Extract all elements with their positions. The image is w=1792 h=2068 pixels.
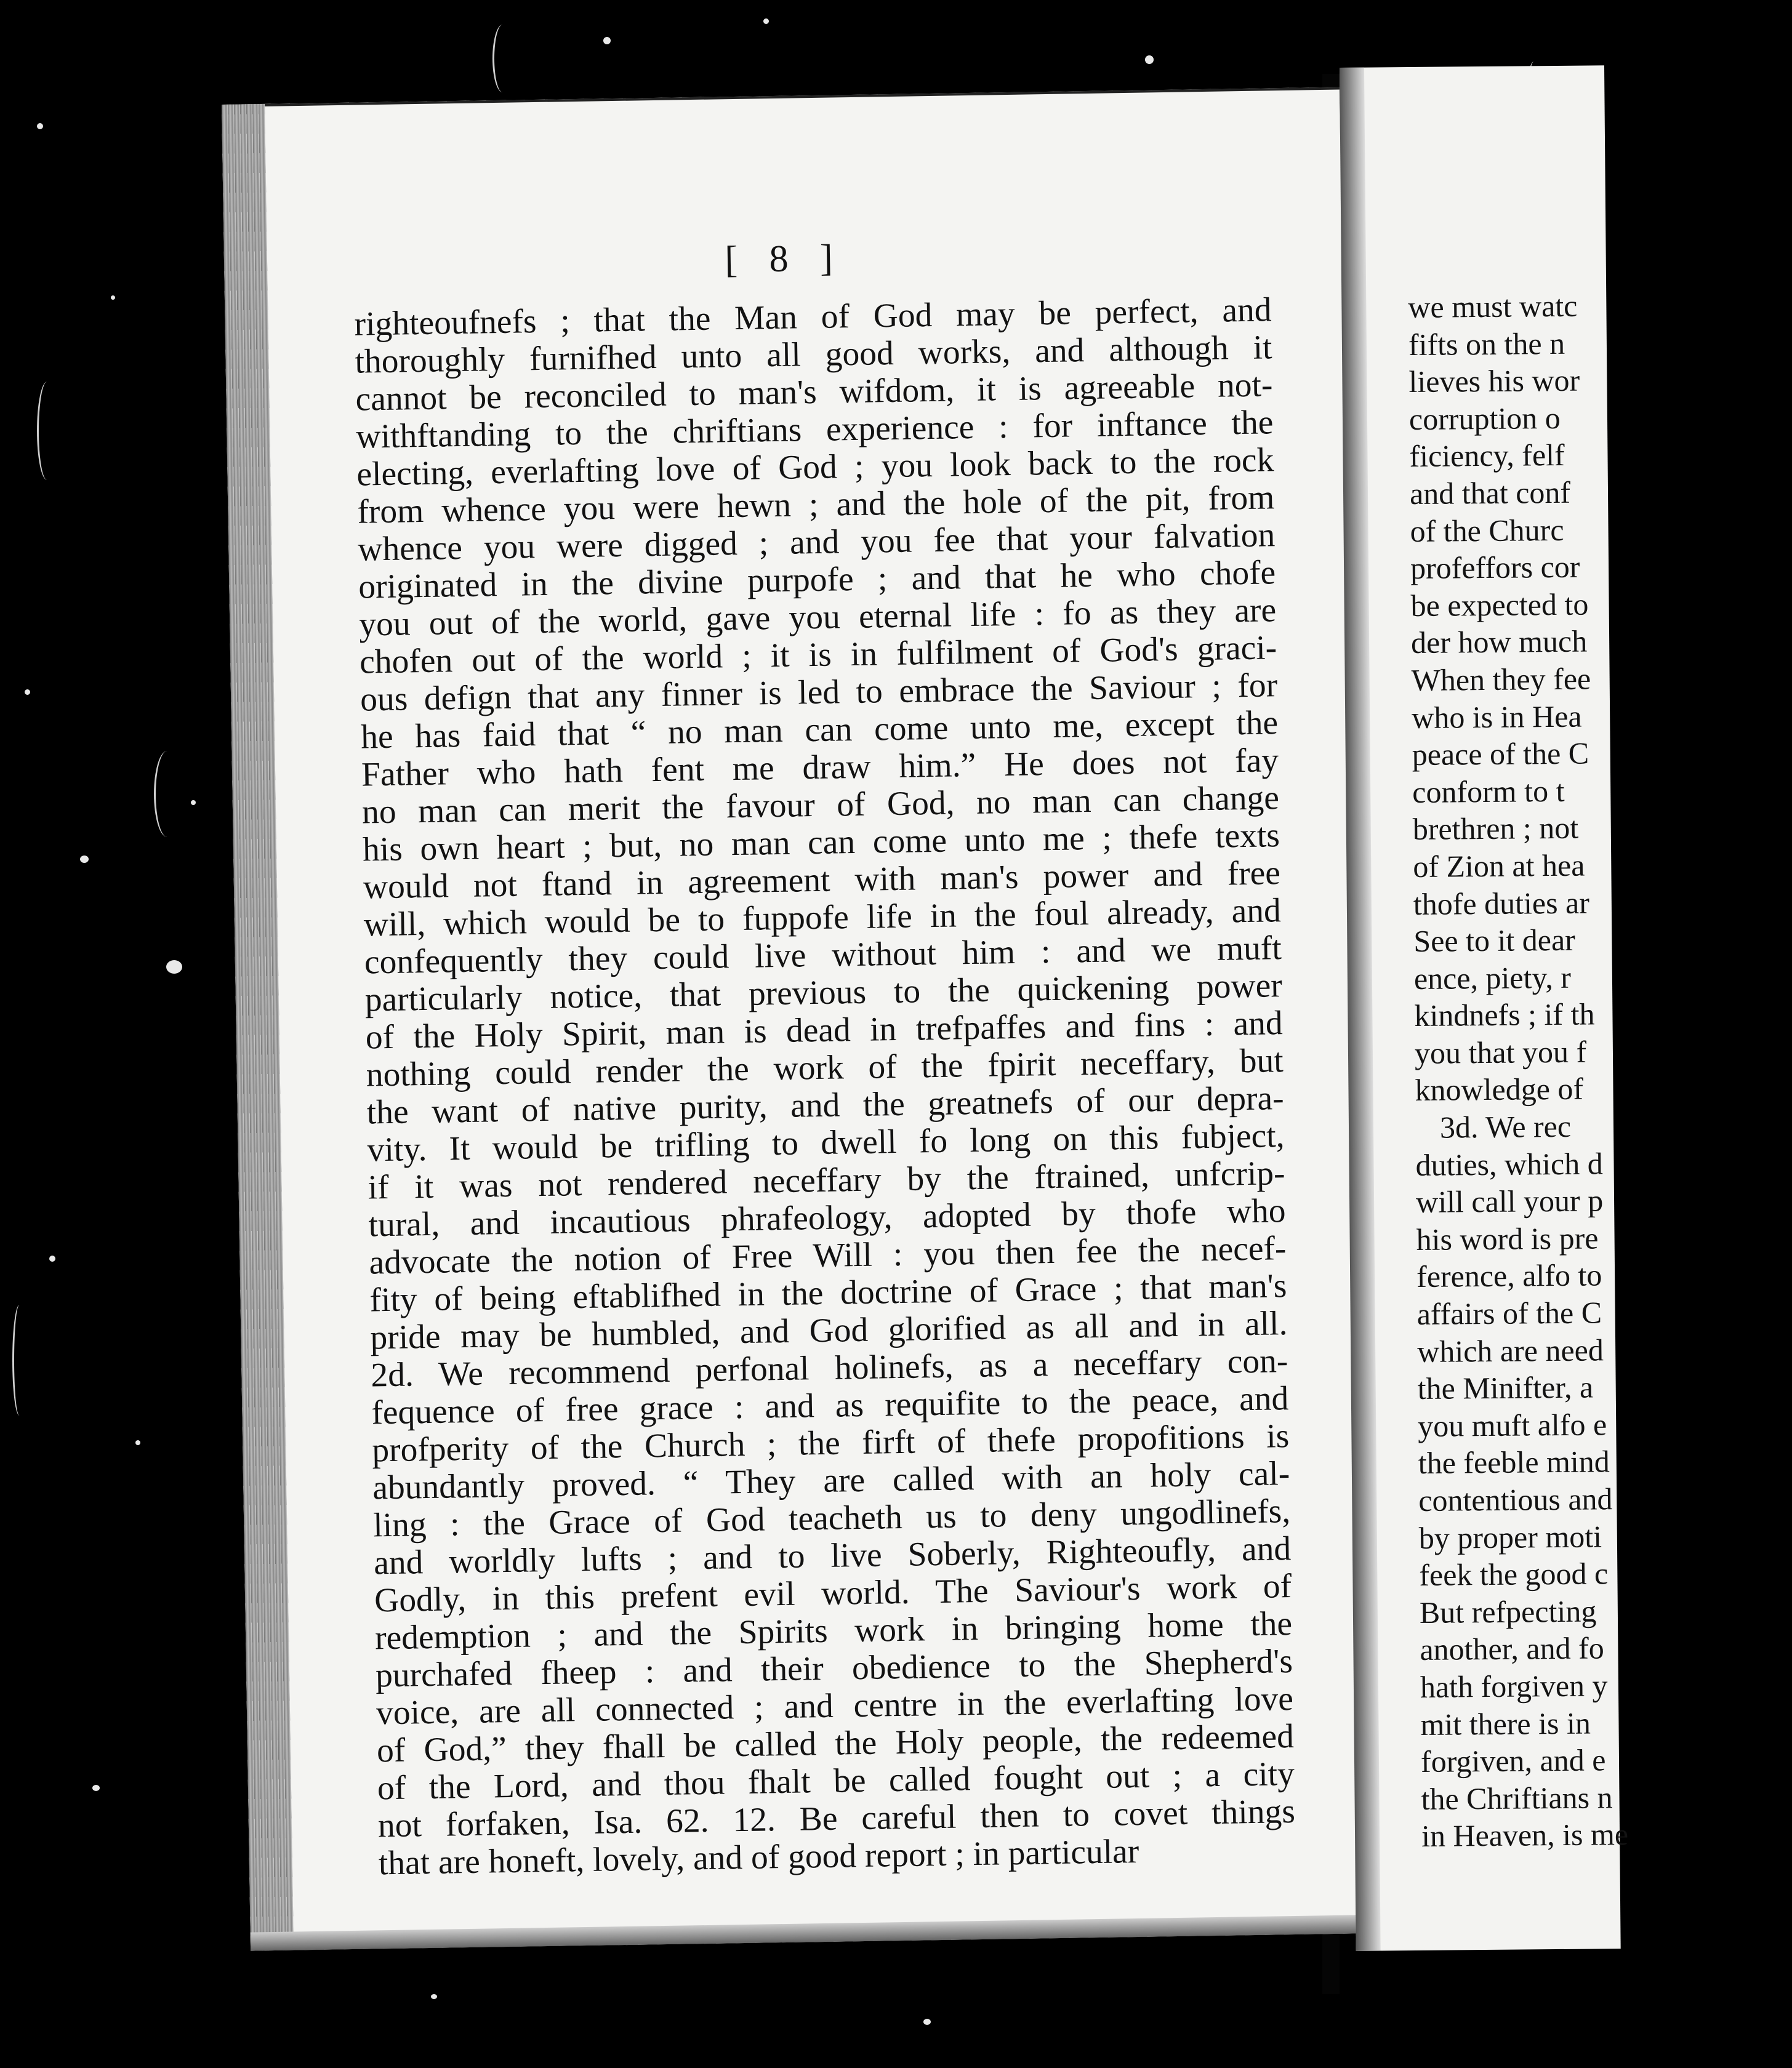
text-line: electing, everlafting love of God ; you look back to the rock (356, 441, 1274, 494)
text-line: ling : the Grace of God teacheth us to deny ungodlinefs, (372, 1493, 1291, 1545)
text-line: corruption o (1408, 400, 1561, 436)
scratch-mark (492, 25, 513, 92)
dust-speck (25, 689, 30, 695)
right-page (1340, 65, 1629, 1951)
left-page-text (354, 291, 1296, 1882)
text-line: and that conf (1409, 475, 1571, 511)
text-line: the Minifter, a (1417, 1369, 1594, 1406)
dust-speck (191, 800, 196, 805)
text-line: knowledge of (1415, 1072, 1584, 1108)
dust-speck (37, 123, 43, 129)
text-line: withftanding to the chriftians experience : for inftance the (356, 404, 1274, 456)
text-line: not forfaken, Isa. 62. 12. Be careful then to covet things (377, 1792, 1296, 1845)
text-line: he has faid that “ no man can come unto me, except the (360, 704, 1279, 756)
text-line: the want of native purity, and the greatnefs of our depra- (366, 1080, 1285, 1132)
text-line: be expected to (1410, 587, 1589, 623)
text-line: When they fee (1411, 661, 1591, 697)
text-line: that are honeft, lovely, and of good report ; in particular (378, 1832, 1139, 1883)
right-page-text (1408, 286, 1791, 1855)
dust-speck (92, 1785, 100, 1791)
text-line: ence, piety, r (1413, 960, 1572, 996)
page-stack-edge (222, 104, 294, 1951)
text-line: which are need (1416, 1332, 1604, 1369)
text-line: his own heart ; but, no man can come unto me ; thefe texts (362, 817, 1280, 869)
text-line: cannot be reconciled to man's wifdom, it is agreeable not- (355, 366, 1273, 419)
dust-speck (923, 2019, 931, 2025)
text-line: peace of the C (1412, 735, 1589, 772)
dust-speck (111, 295, 115, 300)
text-line: you that you f (1414, 1034, 1587, 1070)
text-line: tural, and incautious phrafeology, adopted by thofe who (368, 1192, 1286, 1244)
text-line: voice, are all connected ; and centre in the everlafting love (376, 1680, 1294, 1733)
text-line: Father who hath fent me draw him.” He does not fay (361, 742, 1279, 794)
dust-speck (135, 1440, 140, 1445)
text-line: fifts on the n (1408, 326, 1565, 362)
text-line: redemption ; and the Spirits work in bringing home the (374, 1605, 1293, 1657)
text-line: you muft alfo e (1418, 1407, 1607, 1443)
text-line: of the Holy Spirit, man is dead in trefpaffes and fins : and (365, 1004, 1284, 1057)
text-line: conform to t (1412, 773, 1565, 809)
text-line: fity of being eftablifhed in the doctrine of Grace ; that man's (369, 1267, 1287, 1320)
text-line: feek the good c (1419, 1556, 1609, 1593)
text-line: we must watc (1408, 288, 1578, 325)
text-line: ficiency, felf (1409, 438, 1565, 474)
text-line: chofen out of the world ; it is in fulfilment of God's graci- (359, 629, 1277, 681)
text-line: of Zion at hea (1413, 848, 1585, 884)
dust-speck (49, 1256, 55, 1262)
text-line: pride may be humbled, and God glorified as all and in all. (370, 1305, 1288, 1357)
text-line: the feeble mind (1418, 1444, 1610, 1481)
text-line: righteoufnefs ; that the Man of God may be perfect, and (354, 291, 1272, 343)
text-line: nothing could render the work of the fpirit neceffary, but (366, 1042, 1284, 1094)
text-line: See to it dear (1413, 922, 1576, 959)
text-line: particularly notice, that previous to the quickening power (364, 967, 1283, 1019)
text-line: if it was not rendered neceffary by the ftrained, unfcrip- (368, 1155, 1285, 1207)
text-line: hath forgiven y (1420, 1668, 1608, 1704)
text-line: vity. It would be trifling to dwell fo long on this fubject, (367, 1117, 1285, 1169)
text-line: you out of the world, gave you eternal life : fo as they are (358, 591, 1277, 644)
scratch-mark (12, 1305, 26, 1416)
text-line: profperity of the Church ; the firft of thefe propofitions is (371, 1417, 1290, 1470)
scratch-mark (154, 751, 180, 837)
text-line: affairs of the C (1416, 1295, 1602, 1332)
dust-speck (603, 37, 611, 44)
text-line: by proper moti (1418, 1518, 1602, 1555)
text-line: thoroughly furnifhed unto all good works, and although it (355, 329, 1272, 381)
text-line: fequence of free grace : and as requifite to the peace, and (371, 1380, 1289, 1432)
text-line: of God,” they fhall be called the Holy people, the redeemed (376, 1717, 1295, 1770)
dust-speck (431, 1994, 437, 1999)
text-line: abundantly proved. “ They are called with an holy cal- (372, 1455, 1290, 1507)
text-line: the Chriftians n (1421, 1779, 1613, 1816)
text-line: profeffors cor (1410, 549, 1580, 586)
text-line: from whence you were hewn ; and the hole of the pit, from (356, 479, 1275, 531)
text-line: duties, which d (1415, 1145, 1603, 1182)
text-line: confequently they could live without him : and we muft (364, 929, 1282, 982)
text-line: Godly, in this prefent evil world. The Saviour's work of (374, 1568, 1292, 1620)
text-line: ous defign that any finner is led to embrace the Saviour ; for (360, 667, 1278, 719)
scratch-mark (37, 382, 57, 480)
text-line: originated in the divine purpofe ; and that he who chofe (358, 554, 1276, 606)
text-line: of the Churc (1410, 512, 1564, 548)
text-line: contentious and (1418, 1481, 1613, 1518)
dust-speck (80, 856, 89, 863)
text-line: 3d. We rec (1439, 1108, 1572, 1145)
left-page (222, 87, 1371, 1950)
dust-speck (1145, 55, 1154, 64)
text-line: kindnefs ; if th (1414, 996, 1595, 1033)
dust-speck (166, 960, 182, 974)
text-line: and worldly lufts ; and to live Soberly, Righteoufly, and (373, 1530, 1292, 1582)
text-line: mit there is in (1420, 1705, 1591, 1742)
text-line: would not ftand in agreement with man's power and free (363, 854, 1281, 907)
text-line: no man can merit the favour of God, no man can change (361, 779, 1280, 832)
page-number: [ 8 ] (724, 237, 845, 281)
text-line: who is in Hea (1411, 699, 1582, 735)
text-line: whence you were digged ; and you fee that your falvation (357, 516, 1276, 569)
text-line: another, and fo (1420, 1630, 1604, 1667)
text-line: thofe duties ar (1413, 885, 1590, 921)
text-line: will, which would be to fuppofe life in the foul already, and (363, 892, 1282, 944)
text-line: his word is pre (1416, 1220, 1599, 1257)
text-line: der how much (1410, 623, 1588, 660)
text-line: lieves his wor (1408, 363, 1580, 399)
text-line: 2d. We recommend perfonal holinefs, as a neceffary con- (370, 1342, 1288, 1395)
page-bottom-edge (251, 1915, 1371, 1951)
text-line: in Heaven, is me (1421, 1817, 1629, 1854)
text-line: But refpecting (1419, 1593, 1597, 1630)
text-line: of the Lord, and thou fhalt be called fought out ; a city (377, 1755, 1295, 1808)
text-line: purchafed fheep : and their obedience to the Shepherd's (375, 1642, 1293, 1695)
text-line: advocate the notion of Free Will : you then fee the necef- (369, 1230, 1287, 1282)
text-line: will call your p (1415, 1183, 1604, 1220)
dust-speck (763, 18, 769, 24)
text-line: brethren ; not (1412, 810, 1579, 847)
text-line: forgiven, and e (1420, 1742, 1606, 1779)
text-line: ference, alfo to (1416, 1257, 1602, 1294)
